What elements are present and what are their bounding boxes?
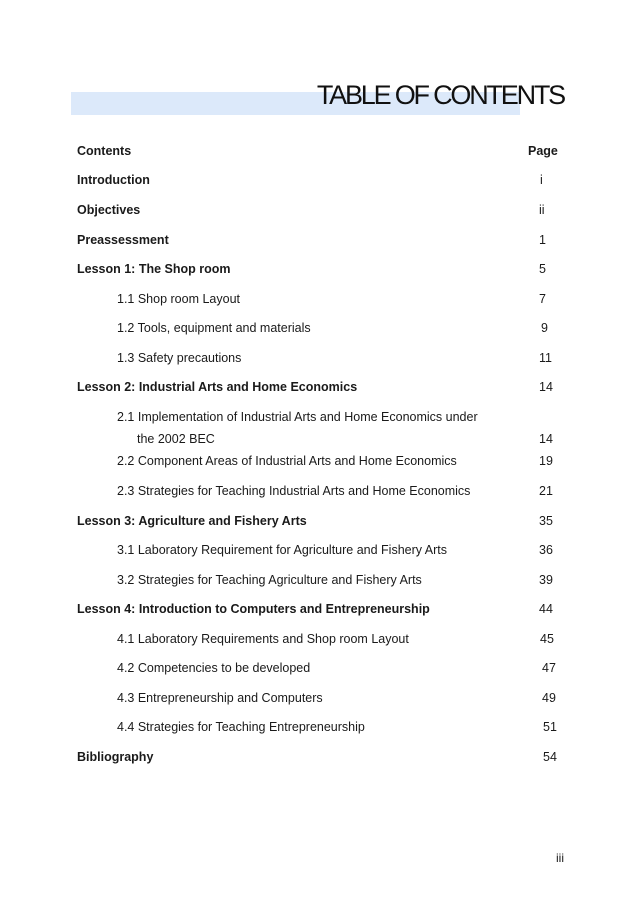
toc-entry-page: 47 <box>542 661 556 675</box>
toc-entry-label: Lesson 3: Agriculture and Fishery Arts <box>77 514 307 528</box>
toc-entry-label: Lesson 2: Industrial Arts and Home Economics <box>77 380 358 394</box>
toc-entry-page: 36 <box>539 543 553 557</box>
toc-entry-label: 3.1 Laboratory Requirement for Agriculture and Fishery Arts <box>117 543 448 557</box>
toc-entry-label: Lesson 1: The Shop room <box>77 262 231 276</box>
toc-entry-label: 4.3 Entrepreneurship and Computers <box>117 691 323 705</box>
page-number: iii <box>556 851 564 865</box>
toc-entry-label: 4.4 Strategies for Teaching Entrepreneurship <box>117 720 365 734</box>
toc-entry-page: 19 <box>539 454 553 468</box>
toc-entry-label: 2.3 Strategies for Teaching Industrial Arts and Home Economics <box>117 484 471 498</box>
toc-entry-page: 51 <box>543 720 557 734</box>
toc-entry <box>0 290 638 308</box>
toc-entry-label: the 2002 BEC <box>137 432 215 446</box>
toc-entry-page: 11 <box>539 351 552 365</box>
toc-entry <box>0 571 638 589</box>
page-heading: Page <box>528 144 558 158</box>
page-title: TABLE OF CONTENTS <box>316 80 564 110</box>
toc-entry-page: 45 <box>540 632 554 646</box>
toc-entry-label: 3.2 Strategies for Teaching Agriculture and Fishery Arts <box>117 573 422 587</box>
contents-heading: Contents <box>77 144 132 158</box>
toc-entry-label: 4.1 Laboratory Requirements and Shop room Layout <box>117 632 409 646</box>
toc-entry-page: 9 <box>541 321 548 335</box>
toc-entry <box>0 231 638 249</box>
toc-entry-page: 1 <box>539 233 546 247</box>
toc-entry-page: ii <box>539 203 545 217</box>
toc-entry <box>0 659 638 677</box>
toc-entry <box>0 512 638 530</box>
toc-entry-page: 54 <box>543 750 557 764</box>
toc-entry-label: 2.1 Implementation of Industrial Arts and Home Economics under <box>117 410 478 424</box>
toc-entry <box>0 630 638 648</box>
toc-entry-label: 1.2 Tools, equipment and materials <box>117 321 311 335</box>
toc-entry-page: 44 <box>539 602 553 616</box>
toc-entry-label: Introduction <box>77 173 150 187</box>
toc-entry-label: 1.3 Safety precautions <box>117 351 242 365</box>
toc-entry <box>0 171 638 189</box>
toc-entry-label: Objectives <box>77 203 141 217</box>
toc-entry <box>0 718 638 736</box>
toc-entry-label: 1.1 Shop room Layout <box>117 292 240 306</box>
toc-entry-label: Lesson 4: Introduction to Computers and Entrepreneurship <box>77 602 430 616</box>
toc-entry <box>0 600 638 618</box>
toc-entry <box>0 319 638 337</box>
toc-header-row <box>0 142 638 160</box>
toc-entry <box>0 541 638 559</box>
toc-entry-page: 14 <box>539 380 553 394</box>
toc-entry-page: 5 <box>539 262 546 276</box>
toc-entry <box>0 201 638 219</box>
toc-entry-page: 7 <box>539 292 546 306</box>
toc-entry <box>0 378 638 396</box>
toc-entry-page: 21 <box>539 484 553 498</box>
toc-entry <box>0 452 638 470</box>
toc-entry <box>0 349 638 367</box>
toc-entry-page: i <box>540 173 543 187</box>
toc-entry <box>0 689 638 707</box>
toc-entry-page: 14 <box>539 432 553 446</box>
toc-entry <box>0 748 638 766</box>
toc-entry-label: 2.2 Component Areas of Industrial Arts and Home Economics <box>117 454 457 468</box>
toc-entry-page: 39 <box>539 573 553 587</box>
toc-entry-label: 4.2 Competencies to be developed <box>117 661 311 675</box>
toc-entry <box>0 482 638 500</box>
toc-entry <box>0 260 638 278</box>
toc-entry-page: 35 <box>539 514 553 528</box>
toc-entry-continuation <box>0 430 638 448</box>
toc-entry-label: Bibliography <box>77 750 154 764</box>
toc-entry-label: Preassessment <box>77 233 169 247</box>
toc-entry-page: 49 <box>542 691 556 705</box>
toc-entry <box>0 408 638 426</box>
